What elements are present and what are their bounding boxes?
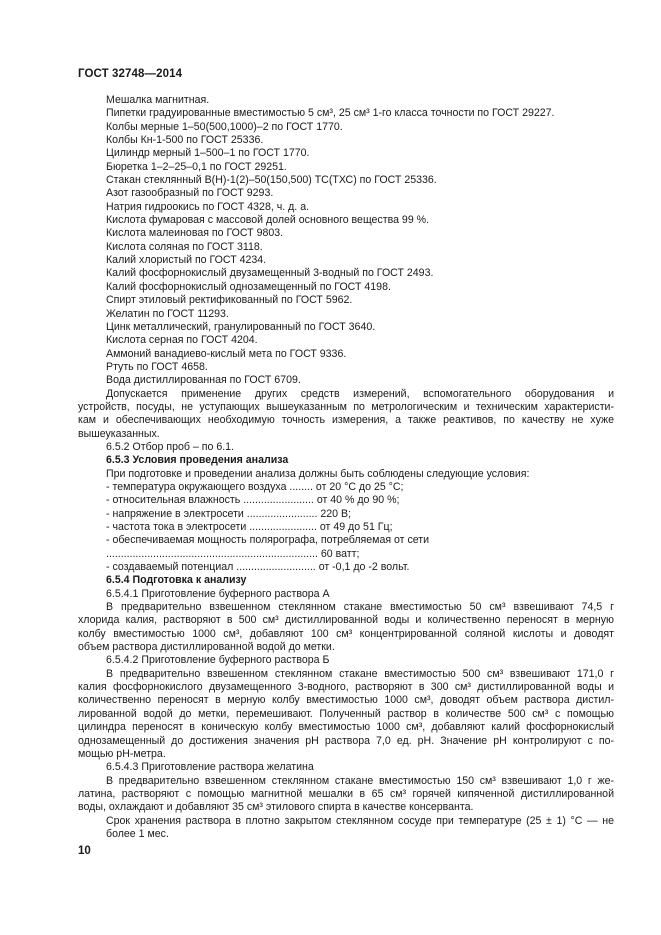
text-line: Кислота малеиновая по ГОСТ 9803. [106,227,284,240]
text-line: Натрия гидроокись по ГОСТ 4328, ч. д. а. [106,200,310,213]
text-line: 6.5.4 Подготовка к анализу [106,574,247,587]
text-line: В предварительно взвешенном стеклянном стакане вместимостью 50 см³ взвешивают 74,5 г [106,601,614,614]
text-line: Желатин по ГОСТ 11293. [106,307,229,320]
text-line: воды, охлаждают и добавляют 35 см³ этилового спирта в качестве консерванта. [78,801,474,814]
text-line: Азот газообразный по ГОСТ 9293. [106,187,274,200]
document-header: ГОСТ 32748—2014 [78,68,183,80]
text-line: 6.5.4.1 Приготовление буферного раствора А [106,587,330,600]
text-line: Ртуть по ГОСТ 4658. [106,360,208,373]
text-line: - напряжение в электросети ........................ 220 В; [106,507,352,520]
document-body [78,94,614,841]
text-line: более 1 мес. [106,827,169,840]
text-line: Цилиндр мерный 1–500–1 по ГОСТ 1770. [106,147,310,160]
text-line: вышеуказанных. [78,427,160,440]
text-line: Калий фосфорнокислый однозамещенный по ГОСТ 4198. [106,280,391,293]
text-line: Допускается применение других средств измерений, вспомогательного оборудования и [106,387,614,400]
text-line: объем раствора дистиллированной водой до метки. [78,641,335,654]
text-line: хлорида калия, растворяют в 500 см³ дистиллированной воды и количественно переносят в мерную [78,614,614,627]
text-line: 6.5.2 Отбор проб – по 6.1. [106,440,234,453]
text-line: Колбы Кн-1-500 по ГОСТ 25336. [106,134,264,147]
text-line: Колбы мерные 1–50(500,1000)–2 по ГОСТ 1770. [106,120,343,133]
text-line: 6.5.4.3 Приготовление раствора желатина [106,761,314,774]
text-line: кам и обеспечивающих необходимую точность измерения, а также реактивов, по качеству не хуже [78,414,614,427]
text-line: Кислота серная по ГОСТ 4204. [106,334,258,347]
text-line: При подготовке и проведении анализа должны быть соблюдены следующие условия: [106,467,530,480]
text-line: 6.5.4.2 Приготовление буферного раствора Б [106,654,330,667]
text-line: количественно переносят в мерную колбу вместимостью 1000 см³, доводят объем раствора дистил- [78,694,614,707]
text-line: латина, растворяют с помощью магнитной мешалки в 65 см³ горячей кипяченной дистиллированной [78,787,614,800]
text-line: - относительная влажность ........................ от 40 % до 90 %; [106,494,400,507]
text-line: Стакан стеклянный В(Н)-1(2)–50(150,500) ТС(ТХС) по ГОСТ 25336. [106,174,437,187]
text-line: Калий фосфорнокислый двузамещенный 3-водный по ГОСТ 2493. [106,267,434,280]
text-line: цилиндра переносят в коническую колбу вместимостью 1000 см³, добавляют калий фосфорнокислый [78,721,614,734]
text-line: Срок хранения раствора в плотно закрытом стеклянном сосуде при температуре (25 ± 1) °С — не [106,814,614,827]
text-line: лированной водой до метки, перемешивают. Полученный раствор в количестве 500 см³ с помощью [78,707,614,720]
text-line: колбу вместимостью 1000 см³, добавляют 100 см³ концентрированной соляной кислоты и доводят [78,627,614,640]
text-line: - создаваемый потенциал ........................... от -0,1 до -2 вольт. [106,561,410,574]
text-line: Кислота фумаровая с массовой долей основного вещества 99 %. [106,214,430,227]
text-line: В предварительно взвешенном стеклянном стакане вместимостью 150 см³ взвешивают 1,0 г же- [106,774,614,787]
text-line: В предварительно взвешенном стеклянном стакане вместимостью 500 см³ взвешивают 171,0 г [106,667,614,680]
text-line: однозамещенный до достижения значения pH раствора 7,0 ед. pH. Значение pH контролируют с по- [78,734,614,747]
text-line: - частота тока в электросети ....................... от 49 до 51 Гц; [106,521,393,533]
text-line: Мешалка магнитная. [106,94,210,106]
text-line: ........................................................................ 60 ватт; [106,547,360,560]
text-line: Спирт этиловый ректификованный по ГОСТ 5962. [106,294,353,307]
text-line: Вода дистиллированная по ГОСТ 6709. [106,374,301,387]
text-line: Цинк металлический, гранулированный по ГОСТ 3640. [106,320,376,333]
text-line: Аммоний ванадиево-кислый мета по ГОСТ 9336. [106,347,347,360]
text-line: 6.5.3 Условия проведения анализа [106,454,289,467]
page-number: 10 [78,845,91,857]
text-line: калия фосфорнокислого двузамещенного 3-водного, растворяют в 300 см³ дистиллированной воды и [78,681,614,694]
text-line: - температура окружающего воздуха ........ от 20 °C до 25 °C; [106,480,404,493]
text-line: Бюретка 1–2–25–0,1 по ГОСТ 29251. [106,160,287,173]
text-line: Калий хлористый по ГОСТ 4234. [106,254,267,267]
text-line: - обеспечиваемая мощность полярографа, потребляемая от сети [106,534,430,547]
text-line: Кислота соляная по ГОСТ 3118. [106,240,263,253]
text-line: мощью pH-метра. [78,747,166,760]
text-line: устройств, посуды, не уступающих вышеуказанным по метрологическим и техническим характеристи- [78,400,614,413]
text-line: Пипетки градуированные вместимостью 5 см³, 25 см³ 1-го класса точности по ГОСТ 29227. [106,107,555,120]
